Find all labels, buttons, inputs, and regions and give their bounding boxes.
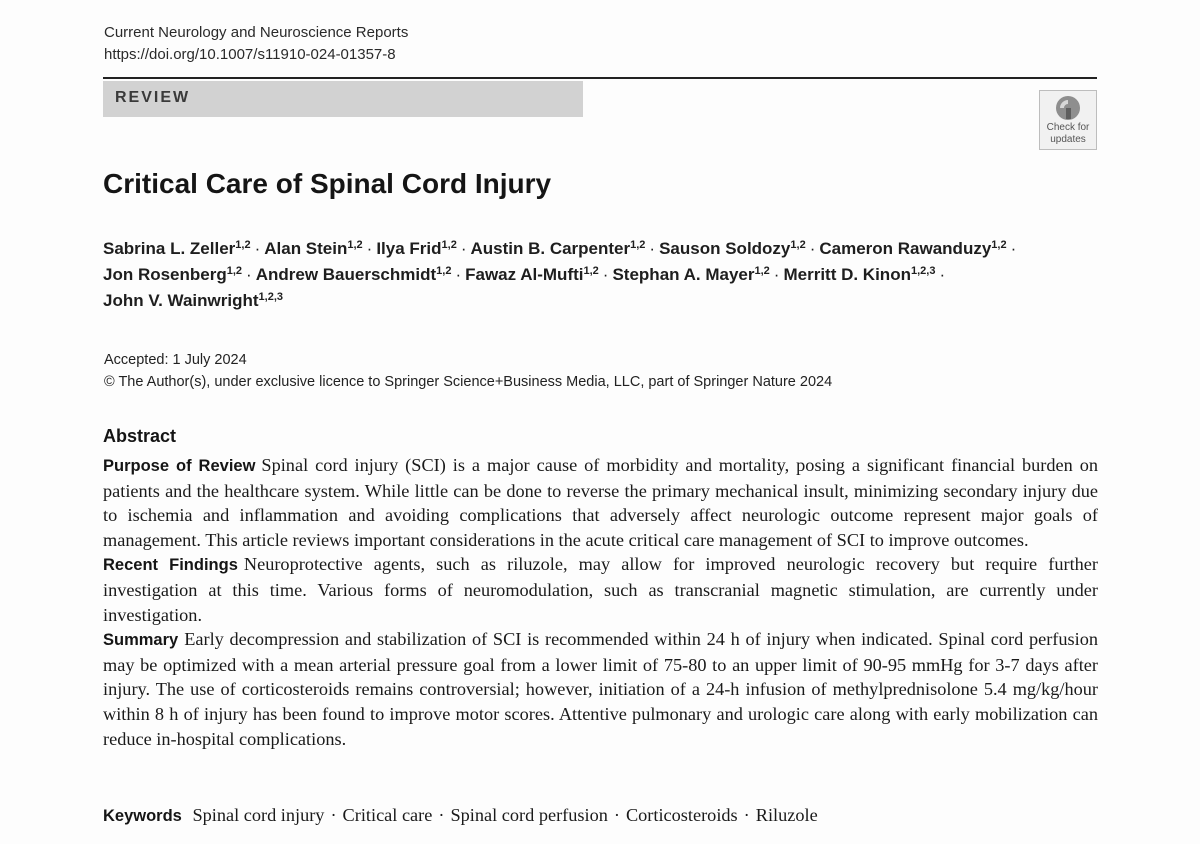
author-name[interactable]: Merritt D. Kinon [783, 265, 911, 284]
author-affiliation: 1,2 [630, 239, 646, 251]
author-name[interactable]: Jon Rosenberg [103, 265, 227, 284]
author-affiliation: 1,2 [226, 265, 243, 277]
author-name[interactable]: Andrew Bauerschmidt [255, 265, 437, 284]
article-type-label: REVIEW [115, 89, 191, 106]
author-separator: · [1010, 239, 1017, 258]
author-name[interactable]: Ilya Frid [376, 239, 442, 258]
author-name[interactable]: Alan Stein [264, 239, 348, 258]
purpose-label: Purpose of Review [103, 457, 256, 475]
check-for-updates-icon [1053, 95, 1083, 121]
journal-info [104, 22, 408, 66]
author-affiliation: 1,2 [347, 239, 363, 251]
check-for-updates-line2: updates [1050, 134, 1086, 145]
author-affiliation: 1,2 [235, 239, 251, 251]
author-separator: · [809, 239, 816, 258]
author-name[interactable]: Austin B. Carpenter [470, 239, 631, 258]
purpose-text: Spinal cord injury (SCI) is a major cause of morbidity and mortality, posing a significant financial burden on patients and the healthcare system. While little can be done to reverse the primary mechanical insult, minimizing secondary injury due to ischemia and inflammation and avoiding complications that adversely affect neurologic outcome represent major goals of management. This article reviews important considerations in the acute critical care management of SCI to improve outcomes. [103, 455, 1099, 550]
author-affiliation: 1,2 [436, 265, 452, 277]
author-separator: · [366, 239, 373, 258]
findings-text: Neuroprotective agents, such as riluzole, may allow for improved neurologic recovery but require further investigation at this time. Various forms of neuromodulation, such as transcranial magnetic stimulation, are currently under investigation. [103, 554, 1098, 625]
author-separator: · [649, 239, 656, 258]
author-separator: · [602, 265, 609, 284]
keywords-label: Keywords [103, 807, 182, 825]
keyword-separator: · [330, 805, 337, 825]
summary-label: Summary [103, 631, 179, 650]
article-title: Critical Care of Spinal Cord Injury [103, 168, 552, 199]
findings-paragraph [103, 552, 1098, 627]
doi-link[interactable]: https://doi.org/10.1007/s11910-024-01357-8 [104, 46, 396, 63]
findings-label: Recent Findings [103, 556, 238, 575]
keyword-separator: · [613, 805, 620, 825]
summary-paragraph [103, 627, 1098, 751]
keyword-item[interactable]: Spinal cord perfusion [450, 805, 608, 825]
author-affiliation: 1,2 [441, 239, 457, 251]
author-name[interactable]: Stephan A. Mayer [612, 265, 755, 284]
keyword-item[interactable]: Critical care [342, 805, 433, 825]
check-for-updates-button[interactable] [1039, 90, 1097, 150]
keyword-item[interactable]: Corticosteroids [625, 805, 738, 825]
author-separator: · [939, 265, 946, 284]
copyright-line: © The Author(s), under exclusive licence to Springer Science+Business Media, LLC, part of Springer Nature 2024 [104, 374, 833, 390]
author-name[interactable]: Fawaz Al-Mufti [465, 265, 584, 284]
journal-name: Current Neurology and Neuroscience Reports [104, 24, 409, 41]
keywords-line [103, 803, 1098, 828]
check-for-updates-line1: Check for [1046, 122, 1090, 133]
author-separator: · [460, 239, 467, 258]
keyword-item[interactable]: Spinal cord injury [192, 805, 325, 825]
summary-text: Early decompression and stabilization of SCI is recommended within 24 h of injury when indicated. Spinal cord perfusion may be optimized with a mean arterial pressure goal from a lower limit of 75-80 to an upper limit of 90-95 mmHg for 3-7 days after injury. The use of corticosteroids remains controversial; however, initiation of a 24-h infusion of methylprednisolone 5.4 mg/kg/hour within 8 h of injury has been found to improve motor scores. Attentive pulmonary and urologic care along with early mobilization can reduce in-hospital complications. [103, 629, 1098, 749]
author-name[interactable]: Sauson Soldozy [659, 239, 791, 258]
author-name[interactable]: Cameron Rawanduzy [819, 239, 992, 258]
author-separator: · [773, 265, 780, 284]
author-affiliation: 1,2 [991, 239, 1007, 251]
accepted-date: Accepted: 1 July 2024 [104, 352, 247, 368]
author-affiliation: 1,2 [583, 265, 599, 277]
author-affiliation: 1,2,3 [910, 265, 936, 277]
abstract-body [103, 453, 1098, 751]
keyword-item[interactable]: Riluzole [755, 805, 818, 825]
author-list [103, 236, 1103, 314]
keyword-separator: · [743, 805, 750, 825]
author-affiliation: 1,2,3 [258, 291, 283, 303]
author-separator: · [455, 265, 462, 284]
author-name[interactable]: Sabrina L. Zeller [103, 239, 236, 258]
author-affiliation: 1,2 [790, 239, 806, 251]
author-separator: · [246, 265, 252, 284]
keyword-separator: · [438, 805, 445, 825]
article-meta [104, 349, 832, 393]
author-separator: · [254, 239, 261, 258]
header-rule [103, 77, 1097, 79]
author-affiliation: 1,2 [754, 265, 770, 277]
abstract-heading: Abstract [103, 426, 177, 446]
article-type-bar [103, 81, 583, 117]
author-name[interactable]: John V. Wainwright [103, 291, 259, 310]
purpose-paragraph [103, 453, 1098, 552]
